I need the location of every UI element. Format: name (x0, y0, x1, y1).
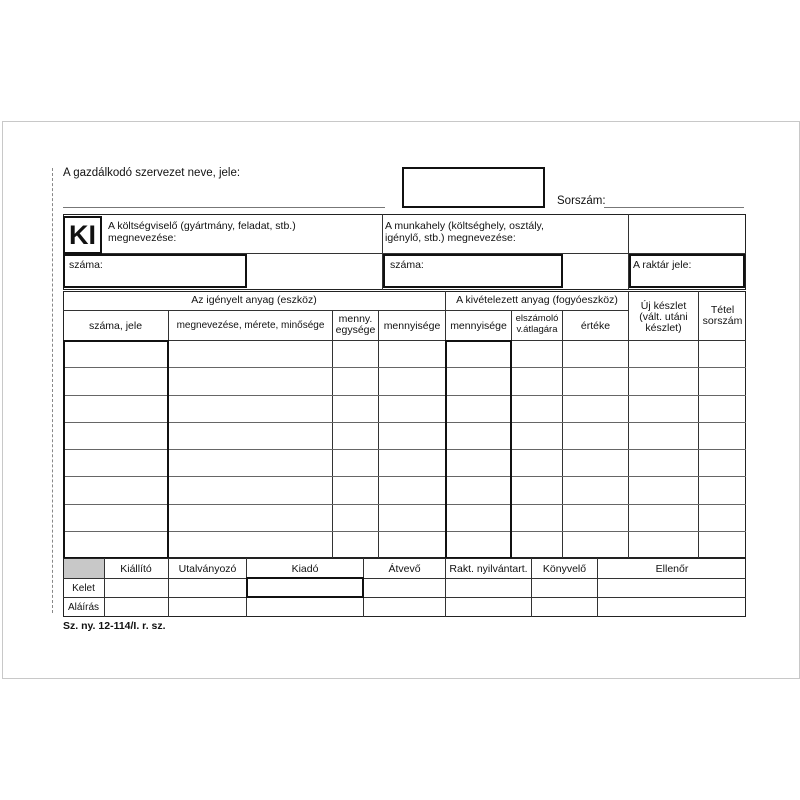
col-avg-price-header-1: elszámoló (515, 313, 559, 324)
item-no-header-2: sorszám (702, 315, 743, 327)
sig-col-stock-records: Rakt. nyilvántart. (449, 563, 528, 575)
signature-line-2 (63, 597, 746, 598)
sig-col-receiver: Átvevő (388, 563, 421, 575)
sig-col-accountant: Könyvelő (542, 563, 587, 575)
col-qty-header: mennyisége (383, 320, 441, 332)
workplace-label: A munkahely (költséghely, osztály, (385, 220, 544, 232)
col-line-3 (378, 310, 379, 558)
col-issued-qty-header: mennyisége (450, 320, 507, 332)
new-stock-header-3: készlet) (645, 322, 682, 334)
warehouse-label: A raktár jele: (633, 259, 692, 271)
col-number-header: száma, jele (88, 320, 143, 332)
col-line-6 (562, 310, 563, 558)
organization-label: A gazdálkodó szervezet neve, jele: (63, 167, 241, 179)
col-name-header: megnevezése, mérete, minősége (176, 320, 325, 331)
workplace-label-2: igénylő, stb.) megnevezése: (385, 232, 516, 244)
new-stock-header-2: (vált. utáni (639, 311, 688, 323)
sig-col-dispenser: Kiadó (291, 563, 319, 575)
group-requested-header: Az igényelt anyag (eszköz) (191, 294, 317, 306)
ki-mark: KI (69, 220, 96, 250)
sig-row-signature: Aláírás (67, 602, 100, 613)
col-avg-price-header-2: v.átlagára (516, 324, 558, 335)
cost-bearer-label-2: megnevezése: (108, 232, 177, 244)
item-no-header-1: Tétel (710, 304, 735, 316)
col-unit-header-2: egysége (335, 324, 376, 336)
new-stock-header-1: Új készlet (640, 300, 687, 312)
form-code: Sz. ny. 12-114/I. r. sz. (63, 620, 166, 632)
number-column-box[interactable] (63, 340, 169, 559)
sig-col-authorizer: Utalványozó (178, 563, 237, 575)
sig-col-issuer: Kiállító (120, 563, 152, 575)
perforation-line (52, 168, 53, 613)
col-line-2 (332, 310, 333, 558)
workplace-number-label: száma: (390, 259, 424, 271)
serial-line (604, 207, 744, 208)
issued-qty-column-box[interactable] (445, 340, 512, 559)
organization-line (63, 207, 385, 208)
serial-label: Sorszám: (557, 195, 606, 207)
col-unit-header-1: menny. (338, 313, 373, 325)
table-header-line-1 (63, 310, 629, 311)
group-issued-header: A kivételezett anyag (fogyóeszköz) (456, 294, 618, 306)
col-line-8 (698, 291, 699, 558)
signature-corner-cell (64, 559, 104, 578)
cost-bearer-number-label: száma: (69, 259, 103, 271)
signature-line-1 (63, 578, 746, 579)
sig-col-controller: Ellenőr (655, 563, 689, 575)
sig-row-date: Kelet (72, 583, 95, 594)
cost-bearer-label: A költségviselő (gyártmány, feladat, stb.) (108, 220, 296, 232)
issuer-date-box[interactable] (246, 577, 364, 598)
col-value-header: értéke (580, 320, 611, 332)
organization-code-box[interactable] (402, 167, 545, 208)
